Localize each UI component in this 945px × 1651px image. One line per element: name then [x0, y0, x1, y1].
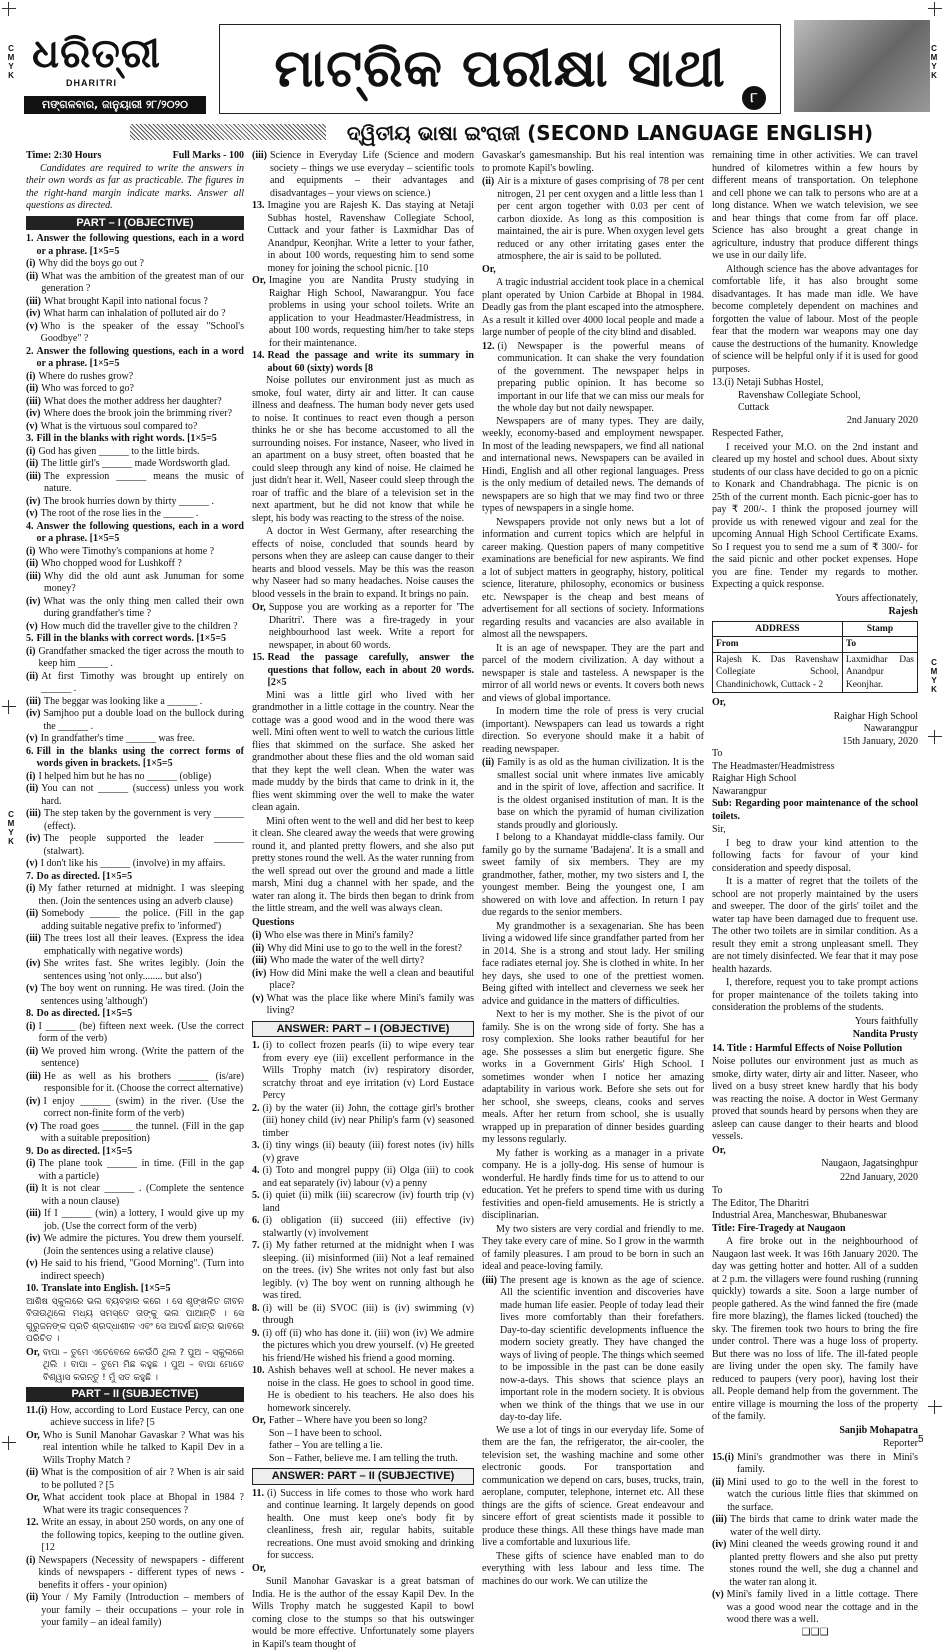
- dialogue-line: Son – I have been to school.: [268, 1427, 382, 1439]
- list-item: Or, ବାପା – ତୁମେ ଏତେବେଳେ କେଉଁଠି ଥିଲ ? ପୁଅ – ସ୍କୁଲରେ ଥିଲି । ବାପା – ତୁମେ ମିଛ କହୁଛ । ପୁଅ – ବାପା ମୋତେ ବିଶ୍ୱାସ କରନ୍ତୁ ! ମୁଁ ସତ କହୁଛି ।: [26, 1346, 244, 1383]
- paragraph: Although science has the above advantages for comfortable life, it has also brought some disadvantages. It has made man idle. We have become completely dependent on machines and forgotten the value of labour. Most of the people fear that the modern war weapons may one day cause the destructions of the humanity. Knowledge of science will be helpful only if it is used for good purposes.: [712, 263, 918, 375]
- list-item: 15. Read the passage carefully, answer the questions that follow, each in about 20 words. [2×5: [252, 652, 474, 688]
- address-head: ADDRESS: [713, 621, 843, 637]
- to-label: To: [842, 637, 917, 653]
- paragraph: In modern time the role of press is very crucial (important). Newspapers can lead us towards a right direction. So everyone should make it a habit of reading newspaper.: [482, 706, 704, 755]
- passage-paragraph: Noise pollutes our environment just as much as smoke, foul water, dirty air and litter. It can cause illness and deafness. The human body never gets used to noise. It continues to react even though a person thinks he or she has become accustomed to all the surrounding noises. For instance, Naseer, who lived in an apartment on a busy street, often boasted that he could sleep through any kind of noise. He claimed he just didn't hear it. Well, Naseer could sleep through the roar of traffic and the blare of a television set in the next apartment, but he did not know that while he slept, his body was reacting to the stress of the noise.: [252, 375, 474, 524]
- paragraph: I, therefore, request you to take prompt actions for proper maintenance of the toilets taking into consideration the problems of the students.: [712, 977, 918, 1013]
- paragraph: Newspapers are of many types. They are daily, weekly, economy-based and employment newspaper. In most of the leading newspapers, we find all national and international news. Newspapers can be availed in Hindi, English and all other regional languages. Press is the only medium of detailed news. The demands of newspapers are so high that we may find two or three types of newspapers in a single home.: [482, 415, 704, 514]
- paragraph: A tragic industrial accident took place in a chemical plant operated by Union Carbide at Bhopal in 1984. Deadly gas from the plant escaped into the atmosphere. As a result it killed over 4000 local people and made a large number of people of the city blind and disabled.: [482, 277, 704, 338]
- column-4: [712, 150, 918, 1638]
- letter-date: 2nd January 2020: [846, 414, 918, 426]
- letter-salutation: Respected Father,: [712, 428, 784, 439]
- part2-heading: PART – II (SUBJECTIVE): [26, 1387, 244, 1402]
- list-item: 7. (i) My father returned at the midnight when I was sleeping. (ii) misinformed (iii) Not a leaf remained on the trees. (iv) She writes not only fast but also legibly. (v) The boy went on running although he was tired.: [252, 1240, 474, 1301]
- list-item: (iii) The trees lost all their leaves. (Express the idea emphatically with negative words): [26, 933, 244, 957]
- letter-body: I received your M.O. on the 2nd instant and cleared up my hostel and school dues. About sixty students of our class have decided to go on a picnic to Konark and Chandrabhaga. The picnic is on 25th of the current month. Each picnic-goer has to pay ₹ 200/-. I think the proposed journey will provide us with renewed vigour and zeal for the upcoming Annual High School Certificate Exams. So I request you to send me a sum of ₹ 300/- for the said picnic and other pocket expenses. Hope you are fine. Tender my regards to mother. Expecting a quick response.: [712, 441, 918, 590]
- list-item: 4. (i) Toto and mongrel puppy (ii) Olga (iii) to cook and eat separately (iv) labour (v) a penny: [252, 1165, 474, 1189]
- subject-title: ଦ୍ୱିତୀୟ ଭାଷା ଇଂରାଜୀ (SECOND LANGUAGE ENGLISH): [326, 120, 894, 146]
- paragraph: We use a lot of tings in our everyday life. Some of them are the fan, the refrigerator, the air-cooler, the television set, the washing machine and some other electronic goods. For transportation and communication we depend on cars, buses, trucks, train, aeroplane, computer, telephone, internet etc. All these things are the gifts of science. Great endeavour and sincere effort of great scientists made it possible to produce these things. All these things have made man live a comfortable and luxurious life.: [482, 1424, 704, 1548]
- stamp-box: Stamp: [842, 621, 917, 637]
- end-mark: ❑❑❑: [801, 1626, 829, 1638]
- registration-cross-icon: [928, 2, 942, 16]
- report-date: 22nd January, 2020: [840, 1171, 918, 1183]
- list-item: (i) The plane took ______ in time. (Fill in the gap with a particle): [26, 1158, 244, 1182]
- hatch-decoration: [130, 124, 326, 140]
- list-item: (ii) Who was forced to go?: [26, 383, 134, 394]
- list-item: (i) Who else was there in Mini's family?: [252, 930, 414, 941]
- column-1: [26, 150, 244, 1628]
- list-item: 2. Answer the following questions, each in a word or a phrase. [1×5=5: [26, 345, 244, 369]
- list-item: (iii) The present age is known as the age of science. All the scientific invention and discoveries have made human life easier. People of today lead their lives more comfortably than their forefathers. Day-to-day scientific developments influence the modern society greatly. They have changed the ways of living of people. The things which seemed to be impossible in the past can be done easily now-a-days. This shows that science plays an important role in the modern society. It is obvious when we think of the things that we use in our day-to-day life.: [482, 1274, 704, 1423]
- list-item: 6. Fill in the blanks using the correct forms of words given in brackets. [1×5=5: [26, 745, 244, 769]
- list-item: (iii) The expression ______ means the music of nature.: [26, 470, 244, 494]
- registration-cross-icon: [2, 1436, 16, 1450]
- answer-part2-heading: ANSWER: PART – II (SUBJECTIVE): [252, 1468, 474, 1485]
- list-item: (v) The boy went on running. He was tired. (Join the sentences using 'although'): [26, 983, 244, 1007]
- list-item: 10. Translate into English. [1×5=5: [26, 1283, 171, 1294]
- list-item: (ii) The little girl's ______ made Wordsworth glad.: [26, 458, 231, 469]
- cmyk-marks-top-right: C M Y K: [930, 44, 938, 80]
- page-number: 5: [918, 1434, 924, 1445]
- passage-questions: [252, 930, 474, 1018]
- paragraph: My father is working as a manager in a private company. He is a jolly-dog. His sense of humour is wonderful. He hardly finds time for us to attend to our education. Yet he prefers to spend time with us during festivities and open-field amusements. He is strictly a disciplinarian.: [482, 1147, 704, 1221]
- part1-heading: PART – I (OBJECTIVE): [26, 216, 244, 231]
- list-item: (i) Grandfather smacked the tiger across the mouth to keep him ______ .: [26, 645, 244, 669]
- list-item: (iv) Where does the brook join the brimming river?: [26, 408, 233, 419]
- part2-questions-cont: [252, 150, 474, 375]
- list-item: (iii) What does the mother address her daughter?: [26, 395, 222, 407]
- instructions: Candidates are required to write the answers in their own words as far as practicable. The figures in the right-hand margin indicate marks. Answer all questions as directed.: [26, 162, 244, 211]
- list-item: (ii) Your / My Family (Introduction – members of your family – their occupations – your role in your family – an ideal family): [26, 1592, 244, 1628]
- list-item: Or, What accident took place at Bhopal in 1984 ? What were its tragic consequences ?: [26, 1492, 244, 1516]
- from-address: Rajesh K. Das Ravenshaw Collegiate School, Chandinichowk, Cuttack - 2: [713, 652, 843, 693]
- exam-time-marks: Time: 2:30 Hours Full Marks - 100: [26, 150, 244, 161]
- list-item: (v) Who is the speaker of the essay "School's Goodbye" ?: [26, 320, 244, 344]
- application-subject: Sub: Regarding poor maintenance of the school toilets.: [712, 798, 918, 822]
- report-recipient: To The Editor, The Dharitri Industrial Area, Mancheswar, Bhubaneswar: [712, 1185, 887, 1221]
- list-item: (ii) What was the ambition of the greatest man of our generation ?: [26, 270, 244, 294]
- list-item: 12. (i) Newspaper is the powerful means of communication. It can shake the very foundation of the government. The newspaper helps in preparing public opinion. It has become so important in our life that we can miss our meals for the whole day but not daily newspaper.: [482, 340, 704, 414]
- questions-label: Questions: [252, 916, 295, 928]
- list-item: 1. (i) to collect frozen pearls (ii) to wipe every tear from every eye (iii) excellent performance in the Wills Trophy match (iv) respiratory disorder, scratchy throat and eye irritation (v) Lord Eustace Percy: [252, 1040, 474, 1101]
- column-2: [252, 150, 474, 1650]
- list-item: (iv) She writes fast. She writes legibly. (Join the sentences using 'not only........ but also'): [26, 958, 244, 982]
- list-item: 4. Answer the following questions, each in a word or a phrase. [1×5=5: [26, 520, 244, 544]
- letter-address: 13.(i) Netaji Subhas Hostel, Ravenshaw Collegiate School, Cuttack: [712, 377, 861, 413]
- dialogue-line: Father – Where have you been so long?: [268, 1415, 428, 1426]
- list-item: (ii) Mini used to go to the well in the forest to watch the curious little flies that skimmed on the surface.: [712, 1476, 918, 1513]
- application-recipient: To The Headmaster/Headmistress Raighar High School Nawarangpur: [712, 748, 835, 797]
- passage-paragraph: A doctor in West Germany, after researching the effects of noise, concluded that sounds heard by persons when they are asleep can cause danger to their hearts and blood vessels. May be this was the reason why Naseer had so many headaches. Noise causes the blood vessels in the brain to expand. It brings no pain.: [252, 526, 474, 600]
- list-item: 9. Do as directed. [1×5=5: [26, 1145, 133, 1157]
- list-item: (iii) Why did the old aunt ask Junuman for some money?: [26, 570, 244, 594]
- list-item: (ii) What is the composition of air ? When is air said to be polluted ? [5: [26, 1467, 244, 1491]
- list-item: (ii) Air is a mixture of gases comprising of 78 per cent nitrogen, 21 per cent oxygen and a little less than 1 per cent argon together with 0.03 per cent of carbon dioxide. As long as this composition is maintained, the air is pure. When oxygen level gets reduced or any other irritating gases enter the atmosphere, the air is said to be polluted.: [482, 176, 704, 262]
- list-item: 6. (i) obligation (ii) succeed (iii) effective (iv) stalwartly (v) involvement: [252, 1215, 474, 1239]
- list-item: (ii) Family is as old as the human civilization. It is the smallest social unit where inmates live amicably and in the spirit of love, affection and sacrifice. It is the oldest organised institution of man. It is the base on which the pyramid of human civilization stands proudly and gloriously.: [482, 757, 704, 831]
- list-item: (ii) We proved him wrong. (Write the pattern of the sentence): [26, 1045, 244, 1069]
- letter-closing: Yours affectionately,: [835, 592, 918, 604]
- application-closing: Yours faithfully: [854, 1015, 918, 1027]
- list-item: Or, Who is Sunil Manohar Gavaskar ? What was his real intention while he talked to Kapil Dev in a Wills Trophy Match ?: [26, 1429, 244, 1466]
- column-3: [482, 150, 704, 1587]
- list-item: (v) The road goes ______ the tunnel. (Fill in the gap with a suitable preposition): [26, 1120, 244, 1144]
- summary-body: Noise pollutes our environment just as much as smoke, dirty water, dirty air and litter. Naseer, who lived on a busy street knew hardly that his body was reacting the noise. A doctor in West Germany proved that sounds heard by persons when they are asleep can cause danger to their hearts and blood vessels.: [712, 1056, 918, 1142]
- list-item: 8. Do as directed. [1×5=5: [26, 1008, 133, 1019]
- list-item: (iv) Mini cleaned the weeds growing round it and planted pretty flowers and she also put pretty stones round the well, she dug a channel and the water ran along it.: [712, 1539, 918, 1588]
- list-item: (ii) Somebody ______ the police. (Fill in the gap adding suitable negative prefix to 'informed'): [26, 908, 244, 932]
- list-item: (v) What was the place like where Mini's family was living?: [252, 992, 474, 1016]
- list-item: 3. Fill in the blanks with right words. [1×5=5: [26, 433, 217, 444]
- registration-cross-icon: [928, 1400, 942, 1414]
- registration-cross-icon: [2, 2, 16, 16]
- list-item: 7. Do as directed. [1×5=5: [26, 870, 133, 882]
- list-item: Or, Father – Where have you been so long? Son – I have been to school. father – You are telling a lie. Son – Father, believe me. I am telling the truth.: [252, 1415, 474, 1465]
- registration-cross-icon: [2, 700, 16, 714]
- list-item: (iv) The brook hurries down by thirty ______ .: [26, 495, 214, 507]
- list-item: 15.(i) Mini's grandmother was there in Mini's family.: [712, 1451, 918, 1475]
- list-item: (iii) The step taken by the government is very ______ (effect).: [26, 808, 244, 832]
- list-item: (iv) I enjoy ______ (swim) in the river. (Use the correct non-finite form of the verb): [26, 1095, 244, 1119]
- list-item: (ii) At first Timothy was brought up entirely on ______ .: [26, 670, 244, 694]
- application-salutation: Sir,: [712, 824, 726, 835]
- list-item: (iii) What brought Kapil into national focus ?: [26, 295, 208, 307]
- list-item: (v) Mini's family lived in a little cottage. There was a good wood near the cottage and in the wood there was a well.: [712, 1589, 918, 1625]
- list-item: 12. Write an essay, in about 250 words, on any one of the following topics, keeping to the outline given. [12: [26, 1517, 244, 1553]
- or-label: Or,: [482, 263, 496, 275]
- paragraph: My two sisters are very cordial and friendly to me. They take every care of mine. So I grow in the warmth of family pleasures. I am proud to be born in such an ideal and peace-loving family.: [482, 1223, 704, 1272]
- list-item: (iii) He as well as his brothers ______ (is/are) responsible for it. (Choose the correct alternative): [26, 1070, 244, 1094]
- list-item: (i) I ______ (be) fifteen next week. (Use the correct form of the verb): [26, 1020, 244, 1044]
- paragraph: These gifts of science have enabled man to do everything with less labour and less time. The machines do our work. We can utilize the: [482, 1550, 704, 1587]
- registration-cross-icon: [928, 730, 942, 744]
- cmyk-marks-mid-right: C M Y K: [930, 658, 938, 694]
- cmyk-marks-top: C M Y K: [7, 44, 15, 80]
- list-item: (i) I helped him but he has no ______ (oblige): [26, 770, 212, 782]
- address-table: [712, 621, 918, 694]
- exam-photo: [794, 20, 930, 112]
- part2-questions: [26, 1405, 244, 1630]
- translation-passage: ଆଶିଷ ସ୍କୁଲରେ ଭଲ ବ୍ୟବହାର କରେ । ସେ ଶୃଙ୍ଖଳିତ ଜୀବନ ବିତାଉଥିଲେ ମଧ୍ୟ ସମସ୍ତେ ତାଙ୍କୁ ଭଲ ପାଆନ୍ତି । ସେ ଗୁରୁଜନଙ୍କ ପ୍ରତି ଶ୍ରଦ୍ଧାଶୀଳ ଏବଂ ସେ ଆଦର୍ଶ ଛାତ୍ର ଭାବରେ ପରିଚିତ ।: [26, 1296, 244, 1344]
- application-signature: Nandita Prusty: [852, 1029, 918, 1040]
- report-title: Title: Fire-Tragedy at Naugaon: [712, 1222, 846, 1234]
- list-item: (ii) You can not ______ (success) unless you work hard.: [26, 783, 244, 807]
- to-address: Laxmidhar Das Anandpur Keonjhar.: [842, 652, 917, 693]
- list-item: (ii) It is not clear ______ . (Complete the sentence with a noun clause): [26, 1183, 244, 1207]
- list-item: (iii) The beggar was looking like a ______ .: [26, 695, 203, 707]
- or-label: Or,: [712, 697, 726, 708]
- paragraph: My grandmother is a sexagenarian. She has been living a widowed life since grandfather parted from her in 2014. She is a strong and stout lady. Her smiling face radiates eternal joy. She is clothed in white. In her hey days, she used to one of the prettiest women. Being gifted with intellect and cleverness we seek her advice and guidance in the matters of difficulties.: [482, 920, 704, 1007]
- list-item: 5. (i) quiet (ii) milk (iii) scarecrow (iv) fourth trip (v) land: [252, 1190, 474, 1214]
- list-item: (v) In grandfather's time ______ was free.: [26, 733, 195, 744]
- report-place: Naugaon, Jagatsinghpur: [821, 1158, 918, 1169]
- list-item: 5. Fill in the blanks with correct words. [1×5=5: [26, 633, 227, 644]
- list-item: 2. (i) by the water (ii) John, the cottage girl's brother (iii) honey child (iv) near Philip's farm (v) seasoned timber: [252, 1102, 474, 1139]
- list-item: (iii) Who made the water of the well dirty?: [252, 955, 425, 966]
- list-item: 3. (i) tiny wings (ii) beauty (iii) forest notes (iv) hills (v) grave: [252, 1140, 474, 1164]
- list-item: (iv) What was the only thing men called their own during grandfather's time ?: [26, 595, 244, 619]
- list-item: (iv) The people supported the leader ______ (stalwart).: [26, 833, 244, 857]
- answer-part1-heading: ANSWER: PART – I (OBJECTIVE): [252, 1021, 474, 1038]
- list-item: (ii) Why did Mini use to go to the well in the forest?: [252, 942, 462, 954]
- paragraph: Gavaskar's gamesmanship. But his real intention was to promote Kapil's bowling.: [482, 150, 704, 174]
- reporter-role: Reporter: [883, 1438, 918, 1449]
- list-item: (iii) The birds that came to drink water made the water of the well dirty.: [712, 1514, 918, 1538]
- paragraph: remaining time in other activities. We can travel hundred of kilometres within a few hours by different means of transportation. On telephone and cell phone we can talk to persons who are at a long distance. When we watch television, we see and hear things that come from far off place. Science has also brought a great change in agriculture, industry that produce different things we use in our daily life.: [712, 150, 918, 261]
- passage-paragraph: Mini was a little girl who lived with her grandmother in a little cottage in the country. Near the cottage was a good wood and in the wood there was well. Mini often went to well to watch the curious little flies that skimmed on the surface. She asked her grandmother about these flies and the old woman said that they kept the well clean. When the water was made muddy by the birds that came to drink in it, the flies went skimming over the well to make the water clean again.: [252, 689, 474, 813]
- list-item: (iv) How did Mini make the well a clean and beautiful place?: [252, 967, 474, 991]
- list-item: (iv) Samjhoo put a double load on the bullock during the ______ .: [26, 708, 244, 732]
- passage-paragraph: Sunil Manohar Gavaskar is a great batsman of India. He is the author of the essay Kapil Dev. In the Wills Trophy match he suggested Kapil to bowl coming close to the stumps so that his outswinger would be more effective. Unfortunately some players in Kapil's team thought of: [252, 1576, 474, 1650]
- paragraph: I belong to a Khandayat middle-class family. Our family go by the surname 'Badajena'. It is a small and sweet family of six members. They are my grandmother, father, mother, my two sisters and I, the youngest member. Being the youngest one, I am showered on with love and affection. In return I pay due regards to the senior members.: [482, 832, 704, 918]
- list-item: (v) He said to his friend, "Good Morning". (Turn into indirect speech): [26, 1258, 244, 1282]
- list-item: 11.(i) How, according to Lord Eustace Percy, can one achieve success in life? [5: [26, 1404, 244, 1428]
- list-item: (v) I don't like his ______ (involve) in my affairs.: [26, 858, 226, 869]
- paragraph: Newspapers provide not only news but a lot of information and current topics which are helpful in career making. Question papers of many competitive examinations are beneficial for new aspirants. We find a lot of subject matters in geography, history, political science, literature, philosophy, economics or business etc. Newspaper is the cheap and best means of advertisement for all sections of society. Informations regarding results and vacancies are also available in almost all the newspapers.: [482, 516, 704, 640]
- list-item: 10. Ashish behaves well at school. He never makes a noise in the class. He goes to school in good time. He is obedient to his teachers. He also does his homework sincerely.: [252, 1365, 474, 1414]
- list-item: (iii) If I ______ (win) a lottery, I would give up my job. (Use the correct form of the verb): [26, 1208, 244, 1232]
- list-item: 11. (i) Success in life comes to those who work hard and continue learning. It largely depends on good health. One must keep one's body fit by cleanliness, fresh air, regular habits, suitable recreations. One must avoid smoking and drinking for success.: [252, 1487, 474, 1561]
- paragraph: It is an age of newspaper. They are the part and parcel of the modern civilization. A day without a newspaper is stale and tasteless. A newspaper is the mirror of all world news or events. It covers both news and views of global importance.: [482, 642, 704, 704]
- list-item: (i) Who were Timothy's companions at home ?: [26, 545, 215, 557]
- or-label: Or,: [252, 1562, 266, 1574]
- list-item: 14. Read the passage and write its summary in about 60 (sixty) words [8: [252, 350, 474, 374]
- letter-signature: Rajesh: [888, 606, 918, 617]
- list-item: (i) Newspapers (Necessity of newspapers - different kinds of newspapers - different types of news - benefits it offers - your opinion): [26, 1554, 244, 1591]
- answers-q15: [712, 1452, 918, 1627]
- summary-title: 14. Title : Harmful Effects of Noise Pollution: [712, 1042, 903, 1054]
- subject-bar: [130, 120, 874, 146]
- passage-paragraph: Mini often went to the well and did her best to keep it clean. She cleared away the weeds that were growing round it, and planted pretty flowers, and she also put pretty stones round the well. As the water running from the well spread out over the ground and made a little marsh, Mini dug a channel with her spade, and the water ran along it. The birds then began to drink from the little stream, and the well was always clean.: [252, 815, 474, 914]
- masthead: [14, 20, 930, 116]
- list-item: (i) My father returned at midnight. I was sleeping then. (Join the sentences using an adverb clause): [26, 883, 244, 907]
- dialogue-line: Son – Father, believe me. I am telling the truth.: [268, 1452, 458, 1464]
- page-title: ମାଟ୍ରିକ ପରୀକ୍ଷା ସାଥୀ: [219, 24, 781, 114]
- page-badge: ୮: [742, 86, 766, 110]
- dialogue-line: father – You are telling a lie.: [268, 1440, 383, 1451]
- answers-part1: [252, 1040, 474, 1415]
- list-item: 1. Answer the following questions, each in a word or a phrase. [1×5=5: [26, 233, 244, 257]
- dharitri-logo: ଧରିତ୍ରୀ DHARITRI ମଙ୍ଗଳବାର, ଜାନୁୟାରୀ ୨୮/୨୦୨୦: [24, 26, 206, 114]
- list-item: (i) Where do rushes grow?: [26, 370, 134, 382]
- from-label: From: [713, 637, 843, 653]
- paragraph: It is a matter of regret that the toilets of the school are not properly maintained by the users and sweeper. The door of the girls' toilet and the water tap have been damaged due to frequent use. The other two toilets are in similar condition. As a result they emit a strong unpleasant smell. They are not timely disinfected. We fear that it may pose health hazards.: [712, 876, 918, 975]
- list-item: 13. Imagine you are Rajesh K. Das staying at Netaji Subhas hostel, Ravenshaw Collegiate School, Cuttack and your father is Laxmidhar Das of Anandpur, Keonjhar. Write a letter to your father, in about 100 words, requesting him to send some money for joining the school picnic. [10: [252, 200, 474, 274]
- list-item: 8. (i) will be (ii) SVOC (iii) is (iv) swimming (v) through: [252, 1302, 474, 1326]
- list-item: (iv) What harm can inhalation of polluted air do ?: [26, 308, 226, 319]
- part1-questions: [26, 233, 244, 1296]
- cmyk-marks-mid: C M Y K: [7, 810, 15, 846]
- list-item: Or, Suppose you are working as a reporter for 'The Dharitri'. There was a fire-tragedy in your neighbourhood last week. Write a report for newspaper, in about 60 words.: [252, 602, 474, 651]
- paragraph: Next to her is my mother. She is the pivot of our family. She is on the wrong side of forty. She has a rosy complexion. She looks rather beautiful for her age. She possesses a slim but energetic figure. She works in a Government Girls' High School. I sometimes wonder when I notice her amazing adaptability in various work. Before she sets out for her school, she sweeps, cleans, cooks and serves meals. After her return from school, she is usually wrapped up in preparation of dinner besides guarding my lessons regularly.: [482, 1009, 704, 1145]
- or-label: Or,: [712, 1144, 726, 1156]
- reporter-name: Sanjib Mohapatra: [839, 1424, 918, 1436]
- paragraph: I beg to draw your kind attention to the following facts for favour of your kind consideration and speedy disposal.: [712, 837, 918, 874]
- list-item: (v) The root of the rose lies in the ______ .: [26, 508, 199, 519]
- application-address: Raighar High School Nawarangpur 15th January, 2020: [833, 710, 918, 747]
- issue-date: ମଙ୍ଗଳବାର, ଜାନୁୟାରୀ ୨୮/୨୦୨୦: [24, 96, 206, 114]
- list-item: (v) How much did the traveller give to the children ?: [26, 620, 238, 632]
- list-item: (v) What is the virtuous soul compared to?: [26, 420, 198, 432]
- list-item: (iii) Science in Everyday Life (Science and modern society – things we use everyday – scientific tools and equipments – their advantages and disadvantages – your views on science.): [252, 150, 474, 199]
- list-item: 9. (i) off (ii) who has done it. (iii) won (iv) We admire the pictures which you drew yourself. (v) He greeted his friend/He wished his friend a good morning.: [252, 1327, 474, 1364]
- list-item: (i) God has given ______ to the little birds.: [26, 445, 200, 457]
- list-item: (iv) We admire the pictures. You drew them yourself. (Join the sentences using a relative clause): [26, 1233, 244, 1257]
- list-item: Or, Imagine you are Nandita Prusty studying in Raighar High School, Nawarangpur. You face problems in using your school toilets. Write an application to your Headmaster/Headmistress, in about 100 words, requesting him/her to take steps for their maintenance.: [252, 275, 474, 349]
- list-item: (i) Why did the boys go out ?: [26, 258, 144, 269]
- list-item: (ii) Who chopped wood for Lushkoff ?: [26, 558, 182, 569]
- report-body: A fire broke out in the neighbourhood of Naugaon last week. It was 16th January 2020. The day was getting hotter and hotter. All of a sudden at 2 p.m. the villagers were found rushing (running quickly) towards a site. Soon a large number of people gathered. As the wind fanned the fire (made fire more blazing), the flames licked (touched) the sky. The firemen took two hours to bring the fire under control. There was a huge loss of property. But there was no loss of life. The ill-fated people are living under the open sky. The family have reduced to paupers (very poor), having lost their all. People demand help from the government. The entire village is mourning the loss of the property of the family.: [712, 1236, 918, 1422]
